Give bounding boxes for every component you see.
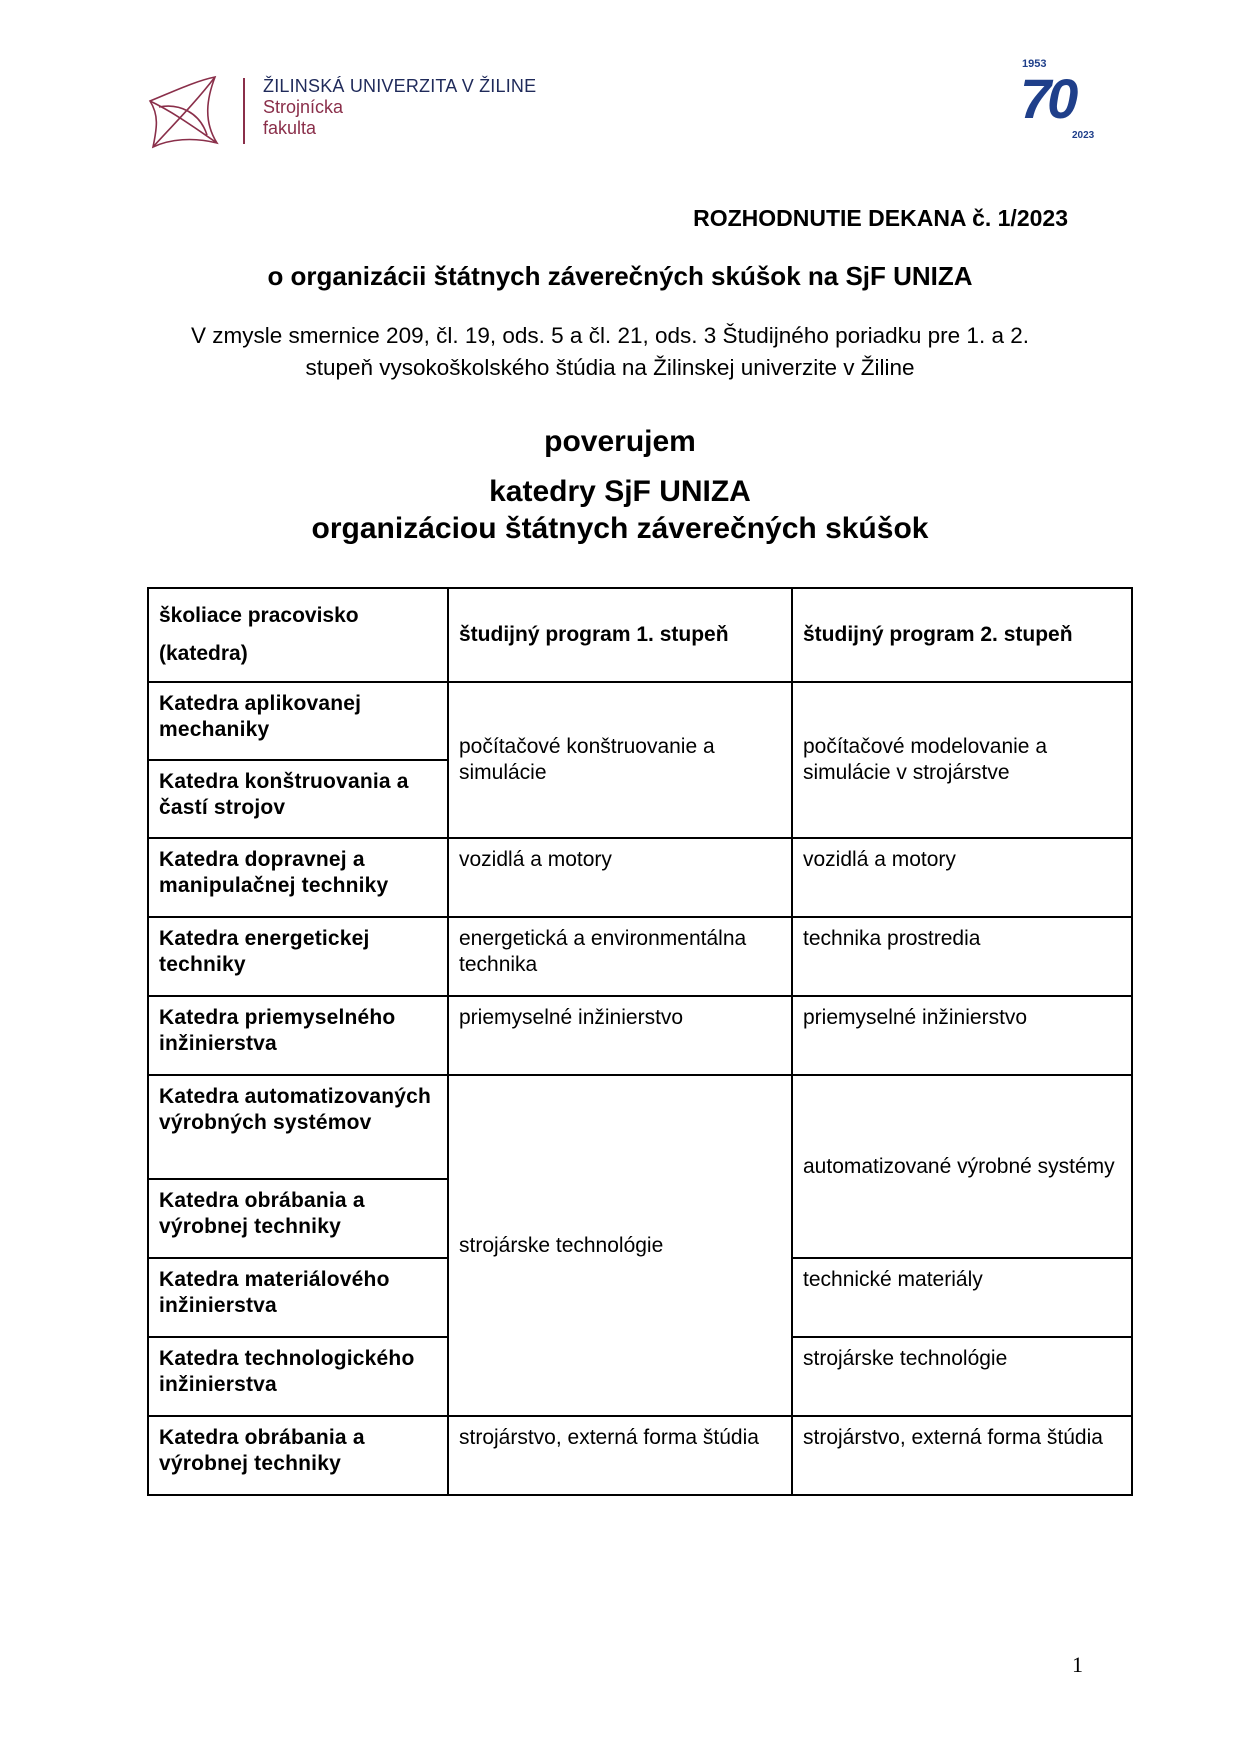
preamble-line-2: stupeň vysokoškolského štúdia na Žilinskej univerzite v Žiline <box>305 355 915 380</box>
program1-cell: strojárstvo, externá forma štúdia <box>448 1416 792 1495</box>
department-cell: Katedra obrábania a výrobnej techniky <box>148 1416 448 1495</box>
department-cell: Katedra automatizovaných výrobných systémov <box>148 1075 448 1179</box>
grant-recipients: katedry SjF UNIZA <box>489 475 751 508</box>
program2-cell: strojárske technológie <box>792 1337 1132 1416</box>
anniversary-year-start: 1953 <box>1022 58 1047 70</box>
department-cell: Katedra materiálového inžinierstva <box>148 1258 448 1337</box>
program2-cell: automatizované výrobné systémy <box>792 1075 1132 1258</box>
program2-cell: počítačové modelovanie a simulácie v strojárstve <box>792 682 1132 838</box>
faculty-name-line2: fakulta <box>263 118 317 138</box>
department-cell: Katedra konštruovania a častí strojov <box>148 760 448 838</box>
program1-cell: priemyselné inžinierstvo <box>448 996 792 1075</box>
university-name: ŽILINSKÁ UNIVERZITA V ŽILINE <box>263 76 537 96</box>
header-cell-program2: študijný program 2. stupeň <box>792 588 1132 682</box>
table-header-row <box>148 588 1132 682</box>
grant-heading: poverujem <box>544 425 696 458</box>
anniversary-number: 70 <box>1020 67 1075 130</box>
anniversary-year-end: 2023 <box>1072 130 1095 141</box>
table-row <box>148 1075 1132 1179</box>
program1-cell: počítačové konštruovanie a simulácie <box>448 682 792 838</box>
header-department-sublabel: (katedra) <box>159 642 248 665</box>
logo-divider <box>243 78 245 144</box>
faculty-name-line1: Strojnícka <box>263 97 344 117</box>
table-row <box>148 1416 1132 1495</box>
page-number: 1 <box>1072 1652 1083 1677</box>
university-wordmark <box>263 76 536 139</box>
header-cell-department <box>148 588 448 682</box>
anniversary-logo <box>1020 58 1110 148</box>
preamble-line-1: V zmysle smernice 209, čl. 19, ods. 5 a čl. 21, ods. 3 Študijného poriadku pre 1. a 2. <box>191 323 1029 348</box>
header-cell-program1: študijný program 1. stupeň <box>448 588 792 682</box>
program2-cell: strojárstvo, externá forma štúdia <box>792 1416 1132 1495</box>
department-cell: Katedra dopravnej a manipulačnej techniky <box>148 838 448 917</box>
header-department-label: školiace pracovisko <box>159 604 359 627</box>
university-logo-block <box>145 68 545 158</box>
table-row <box>148 996 1132 1075</box>
decision-subject: o organizácii štátnych záverečných skúšok na SjF UNIZA <box>267 261 973 291</box>
university-emblem-icon <box>145 73 225 153</box>
decision-title: ROZHODNUTIE DEKANA č. 1/2023 <box>693 205 1068 231</box>
preamble <box>130 320 1090 384</box>
table-row <box>148 682 1132 760</box>
program1-cell: energetická a environmentálna technika <box>448 917 792 996</box>
department-cell: Katedra energetickej techniky <box>148 917 448 996</box>
departments-table <box>147 587 1133 1496</box>
table-row <box>148 838 1132 917</box>
program2-cell: technika prostredia <box>792 917 1132 996</box>
program1-cell: vozidlá a motory <box>448 838 792 917</box>
program2-cell: priemyselné inžinierstvo <box>792 996 1132 1075</box>
program2-cell: vozidlá a motory <box>792 838 1132 917</box>
department-cell: Katedra technologického inžinierstva <box>148 1337 448 1416</box>
department-cell: Katedra obrábania a výrobnej techniky <box>148 1179 448 1258</box>
department-cell: Katedra priemyselného inžinierstva <box>148 996 448 1075</box>
program1-cell: strojárske technológie <box>448 1075 792 1416</box>
department-cell: Katedra aplikovanej mechaniky <box>148 682 448 760</box>
table-row <box>148 917 1132 996</box>
program2-cell: technické materiály <box>792 1258 1132 1337</box>
grant-scope: organizáciou štátnych záverečných skúšok <box>311 512 929 545</box>
